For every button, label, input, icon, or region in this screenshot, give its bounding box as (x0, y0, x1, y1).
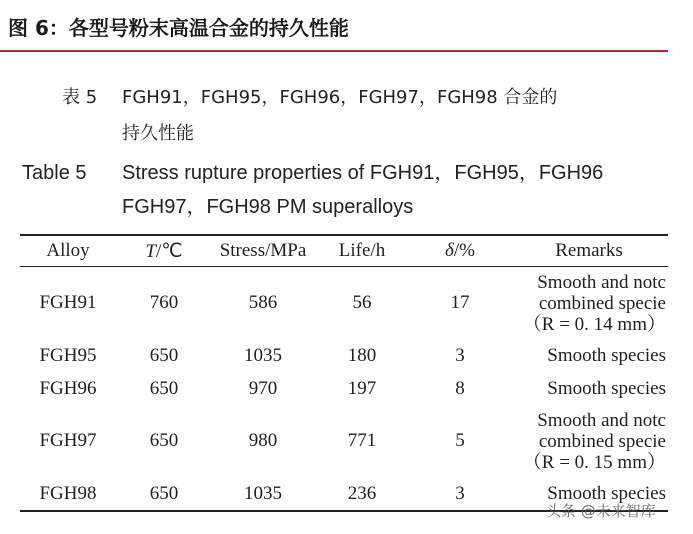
title-divider (0, 50, 668, 52)
properties-table (20, 234, 668, 512)
remarks-line: Smooth species (547, 345, 666, 366)
header-life: Life/h (314, 235, 410, 267)
remarks-line: combined specie (538, 292, 666, 314)
cell-life: 56 (352, 292, 372, 313)
cell-temperature: 760 (149, 292, 179, 313)
remarks-line: （R = 0. 15 mm） (522, 451, 666, 473)
cell-remarks (510, 405, 668, 477)
cell-elongation: 8 (455, 377, 465, 399)
caption-cn (62, 80, 672, 152)
caption-en-line2: FGH97，FGH98 PM superalloys (122, 196, 414, 218)
header-temperature-symbol: T (145, 240, 156, 262)
caption-en-line1: Stress rupture properties of FGH91，FGH95，FGH96 (122, 162, 604, 184)
cell-temperature: 650 (116, 477, 212, 511)
table-row (20, 267, 668, 340)
cell-elongation: 17 (450, 292, 470, 313)
remarks-line: combined specie (538, 430, 666, 452)
caption-cn-line2: 持久性能 (122, 123, 194, 144)
caption-cn-line1: FGH91，FGH95，FGH96，FGH97，FGH98 合金的 (122, 87, 558, 108)
remarks-line: Smooth and notc (537, 409, 666, 431)
cell-alloy: FGH91 (39, 292, 97, 313)
header-elongation-unit: /% (453, 240, 475, 261)
cell-stress: 980 (248, 430, 278, 451)
table-row (20, 405, 668, 477)
header-temperature (116, 235, 212, 267)
cell-alloy: FGH97 (39, 430, 97, 451)
cell-remarks (510, 372, 668, 405)
watermark: 头条 @未来智库 (546, 502, 656, 520)
caption-en (22, 156, 687, 224)
cell-life: 771 (347, 430, 377, 451)
cell-stress: 970 (248, 377, 278, 399)
cell-stress: 1035 (244, 344, 282, 366)
cell-temperature: 650 (149, 344, 179, 366)
cell-stress: 1035 (212, 477, 314, 511)
header-stress: Stress/MPa (212, 235, 314, 267)
table-row (20, 339, 668, 372)
table-header-row (20, 235, 668, 267)
cell-elongation: 5 (455, 430, 465, 451)
cell-remarks (510, 267, 668, 340)
caption-en-label: Table 5 (22, 162, 87, 184)
figure-title: 图 6：各型号粉末高温合金的持久性能 (8, 16, 349, 40)
table-row (20, 372, 668, 405)
header-alloy: Alloy (20, 235, 116, 267)
remarks-line: Smooth and notc (537, 271, 666, 293)
remarks-line: Smooth species (547, 378, 666, 399)
cell-elongation: 3 (455, 344, 465, 366)
caption-cn-label: 表 5 (62, 87, 98, 108)
cell-alloy: FGH96 (39, 377, 97, 399)
cell-elongation: 3 (410, 477, 510, 511)
header-elongation-symbol: δ (445, 240, 454, 261)
header-remarks: Remarks (510, 235, 668, 267)
header-elongation (410, 235, 510, 267)
cell-stress: 586 (248, 292, 278, 313)
cell-life: 180 (347, 344, 377, 366)
remarks-line: Smooth species (547, 483, 666, 504)
header-temperature-unit: /℃ (155, 240, 183, 262)
cell-remarks (510, 339, 668, 372)
cell-temperature: 650 (149, 430, 179, 451)
cell-temperature: 650 (149, 377, 179, 399)
cell-life: 236 (314, 477, 410, 511)
cell-life: 197 (347, 377, 377, 399)
cell-alloy: FGH98 (20, 477, 116, 511)
cell-alloy: FGH95 (39, 344, 97, 366)
remarks-line: （R = 0. 14 mm） (522, 313, 666, 335)
